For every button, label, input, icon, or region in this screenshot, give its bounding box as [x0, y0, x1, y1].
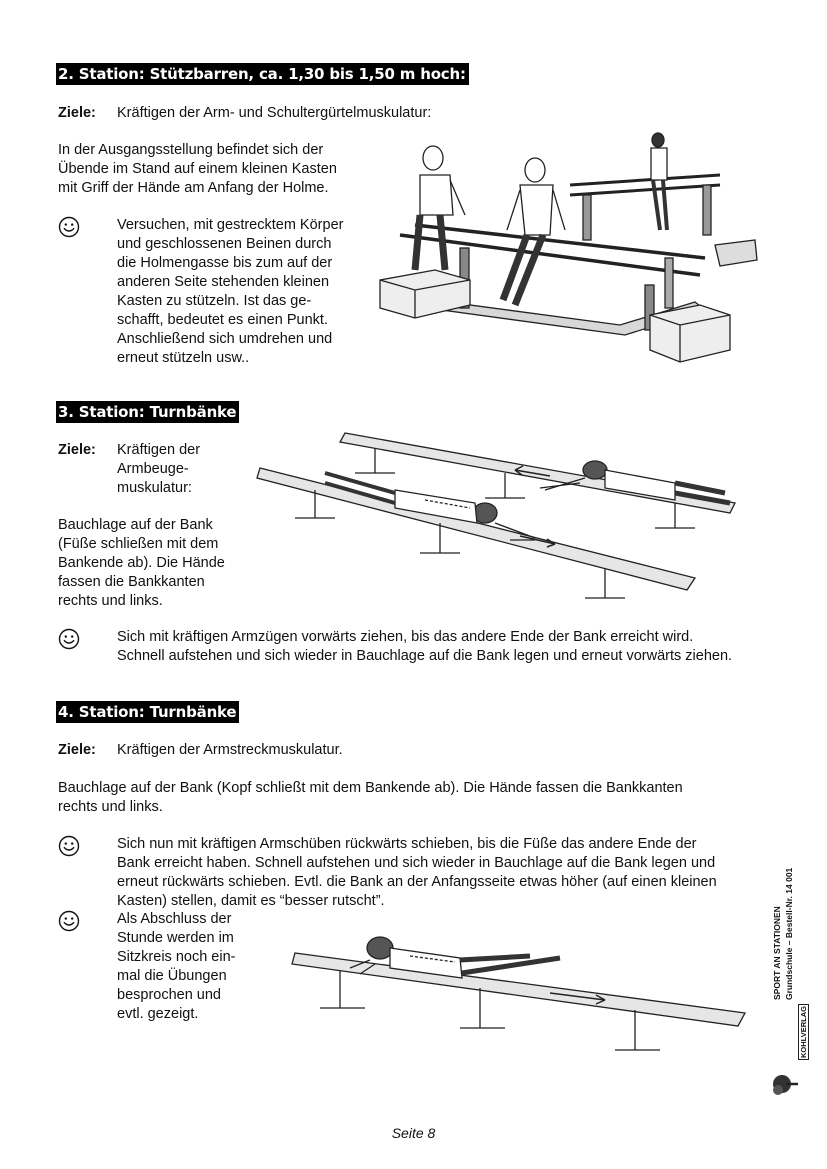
station-3-heading: 3. Station: Turnbänke: [56, 401, 239, 423]
station-4-goal-text: Kräftigen der Armstreckmuskulatur.: [117, 742, 343, 758]
station-2-goal-label: Ziele:: [58, 105, 96, 121]
desc-line: rechts und links.: [58, 799, 163, 815]
task-line: Kasten) stellen, damit es “besser rutscht”.: [117, 893, 385, 909]
task-line: Schnell aufstehen und sich wieder in Bauchlage auf die Bank legen und erneut vorwärts ziehen.: [117, 648, 733, 664]
closing-line: Stunde werden im: [117, 930, 234, 946]
desc-line: Bauchlage auf der Bank: [58, 517, 213, 533]
station-2-heading: 2. Station: Stützbarren, ca. 1,30 bis 1,50 m hoch:: [56, 63, 469, 85]
tree-logo-icon: [768, 1060, 804, 1100]
publisher-name: KOHLVERLAG: [799, 1006, 808, 1058]
task-line: erneut stützeln usw..: [117, 350, 250, 366]
parallel-bars-illustration: [375, 130, 770, 370]
task-line: Kasten zu stützeln. Ist das ge-: [117, 293, 312, 309]
task-line: anderen Seite stehenden kleinen: [117, 274, 330, 290]
desc-line: In der Ausgangsstellung befindet sich der: [58, 142, 324, 158]
desc-line: Übende im Stand auf einem kleinen Kasten: [58, 161, 337, 177]
task-line: Sich mit kräftigen Armzügen vorwärts ziehen, bis das andere Ende der Bank erreicht wird.: [117, 629, 694, 645]
single-bench-illustration: [290, 928, 750, 1068]
smiley-icon: [58, 216, 80, 238]
desc-line: rechts und links.: [58, 593, 163, 609]
task-line: Sich nun mit kräftigen Armschüben rückwärts schieben, bis die Füße das andere Ende der: [117, 836, 697, 852]
sidebar-line-2: Grundschule – Bestell-Nr. 14 001: [784, 867, 794, 1000]
closing-line: mal die Übungen: [117, 968, 227, 984]
smiley-icon: [58, 628, 80, 650]
desc-line: Bankende ab). Die Hände: [58, 555, 225, 571]
task-line: und geschlossenen Beinen durch: [117, 236, 332, 252]
desc-line: mit Griff der Hände am Anfang der Holme.: [58, 180, 329, 196]
closing-line: Sitzkreis noch ein-: [117, 949, 236, 965]
closing-line: evtl. gezeigt.: [117, 1006, 199, 1022]
station-3-goal-label: Ziele:: [58, 442, 96, 458]
sidebar-line-1: SPORT AN STATIONEN: [772, 906, 782, 1000]
task-line: erneut rückwärts schieben. Evtl. die Bank an der Anfangsseite etwas höher (auf einen kleinen: [117, 874, 717, 890]
desc-line: Bauchlage auf der Bank (Kopf schließt mit dem Bankende ab). Die Hände fassen die Bankkanten: [58, 780, 683, 796]
goal-line: Kräftigen der: [117, 442, 201, 458]
page-number: Seite 8: [391, 1125, 436, 1141]
goal-line: muskulatur:: [117, 480, 192, 496]
smiley-icon: [58, 835, 80, 857]
task-line: Anschließend sich umdrehen und: [117, 331, 333, 347]
closing-line: Als Abschluss der: [117, 911, 232, 927]
task-line: die Holmengasse bis zum auf der: [117, 255, 333, 271]
smiley-icon: [58, 910, 80, 932]
desc-line: (Füße schließen mit dem: [58, 536, 219, 552]
station-4-heading: 4. Station: Turnbänke: [56, 701, 239, 723]
station-2-goal-text: Kräftigen der Arm- und Schultergürtelmuskulatur:: [117, 105, 432, 121]
sidebar-publisher: [768, 830, 812, 1100]
goal-line: Armbeuge-: [117, 461, 189, 477]
task-line: Bank erreicht haben. Schnell aufstehen und sich wieder in Bauchlage auf die Bank legen und: [117, 855, 716, 871]
task-line: schafft, bedeutet es einen Punkt.: [117, 312, 328, 328]
station-4-goal-label: Ziele:: [58, 742, 96, 758]
closing-line: besprochen und: [117, 987, 221, 1003]
desc-line: fassen die Bankkanten: [58, 574, 205, 590]
two-benches-illustration: [255, 428, 745, 613]
task-line: Versuchen, mit gestrecktem Körper: [117, 217, 344, 233]
